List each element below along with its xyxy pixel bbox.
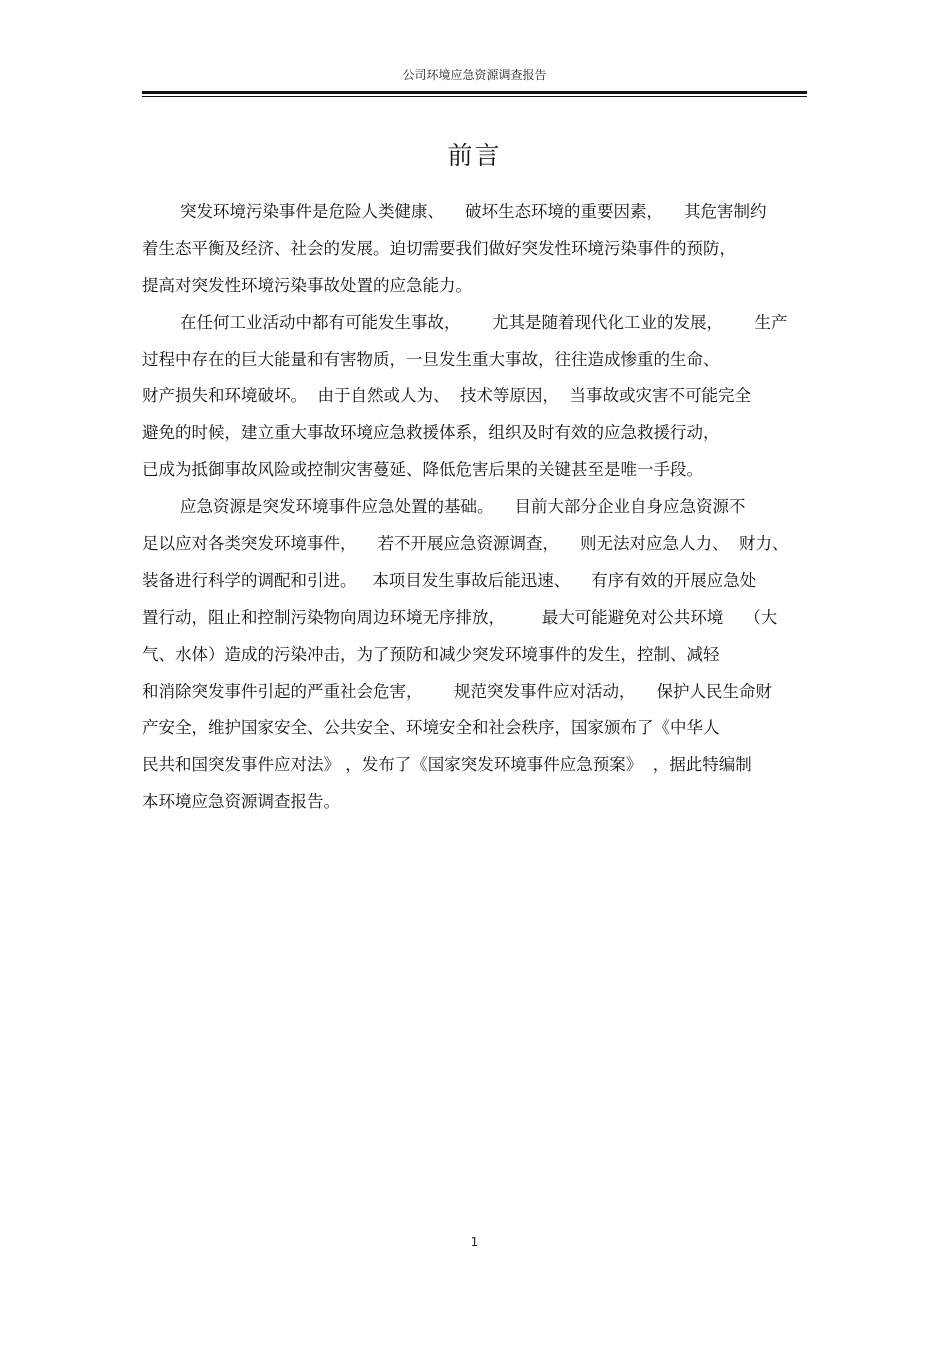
page-title: 前言 xyxy=(447,141,502,170)
paragraph-2 xyxy=(142,305,807,489)
page-number: 1 xyxy=(470,1235,479,1249)
paragraph-1 xyxy=(142,194,807,305)
paragraph-line: 和消除突发事件引起的严重社会危害， 规范突发事件应对活动， 保护人民生命财 xyxy=(142,681,772,701)
paragraph-line: 应急资源是突发环境事件应急处置的基础。 目前大部分企业自身应急资源不 xyxy=(180,497,746,517)
paragraph-line: 避免的时候，建立重大事故环境应急救援体系，组织及时有效的应急救援行动， xyxy=(142,423,720,443)
paragraph-line: 本环境应急资源调查报告。 xyxy=(142,792,340,812)
paragraph-line: 气、水体）造成的污染冲击，为了预防和减少突发环境事件的发生，控制、减轻 xyxy=(142,644,720,664)
paragraph-line: 在任何工业活动中都有可能发生事故， 尤其是随着现代化工业的发展， 生产 xyxy=(180,312,788,332)
paragraph-line: 提高对突发性环境污染事故处置的应急能力。 xyxy=(142,275,472,295)
paragraph-line: 突发环境污染事件是危险人类健康、 破坏生态环境的重要因素， 其危害制约 xyxy=(180,202,767,221)
header-rule xyxy=(142,91,807,94)
paragraph-3 xyxy=(142,489,807,821)
paragraph-line: 装备进行科学的调配和引进。 本项目发生事故后能迅速、 有序有效的开展应急处 xyxy=(142,570,757,590)
paragraph-line: 足以应对各类突发环境事件， 若不开展应急资源调查， 则无法对应急人力、 财力、 xyxy=(142,534,789,554)
paragraph-line: 置行动，阻止和控制污染物向周边环境无序排放， 最大可能避免对公共环境 （大 xyxy=(142,607,778,627)
document-body xyxy=(142,194,807,821)
paragraph-line: 着生态平衡及经济、社会的发展。迫切需要我们做好突发性环境污染事件的预防， xyxy=(142,238,736,258)
paragraph-line: 已成为抵御事故风险或控制灾害蔓延、降低危害后果的关键甚至是唯一手段。 xyxy=(142,460,703,480)
paragraph-line: 过程中存在的巨大能量和有害物质，一旦发生重大事故，往往造成惨重的生命、 xyxy=(142,349,720,369)
running-header: 公司环境应急资源调查报告 xyxy=(402,68,547,82)
paragraph-line: 民共和国突发事件应对法》 ，发布了《国家突发环境事件应急预案》 ，据此特编制 xyxy=(142,755,752,775)
header-rule-thin xyxy=(142,96,807,97)
paragraph-line: 产安全，维护国家安全、公共安全、环境安全和社会秩序，国家颁布了《中华人 xyxy=(142,718,720,738)
paragraph-line: 财产损失和环境破坏。 由于自然或人为、 技术等原因， 当事故或灾害不可能完全 xyxy=(142,386,751,406)
